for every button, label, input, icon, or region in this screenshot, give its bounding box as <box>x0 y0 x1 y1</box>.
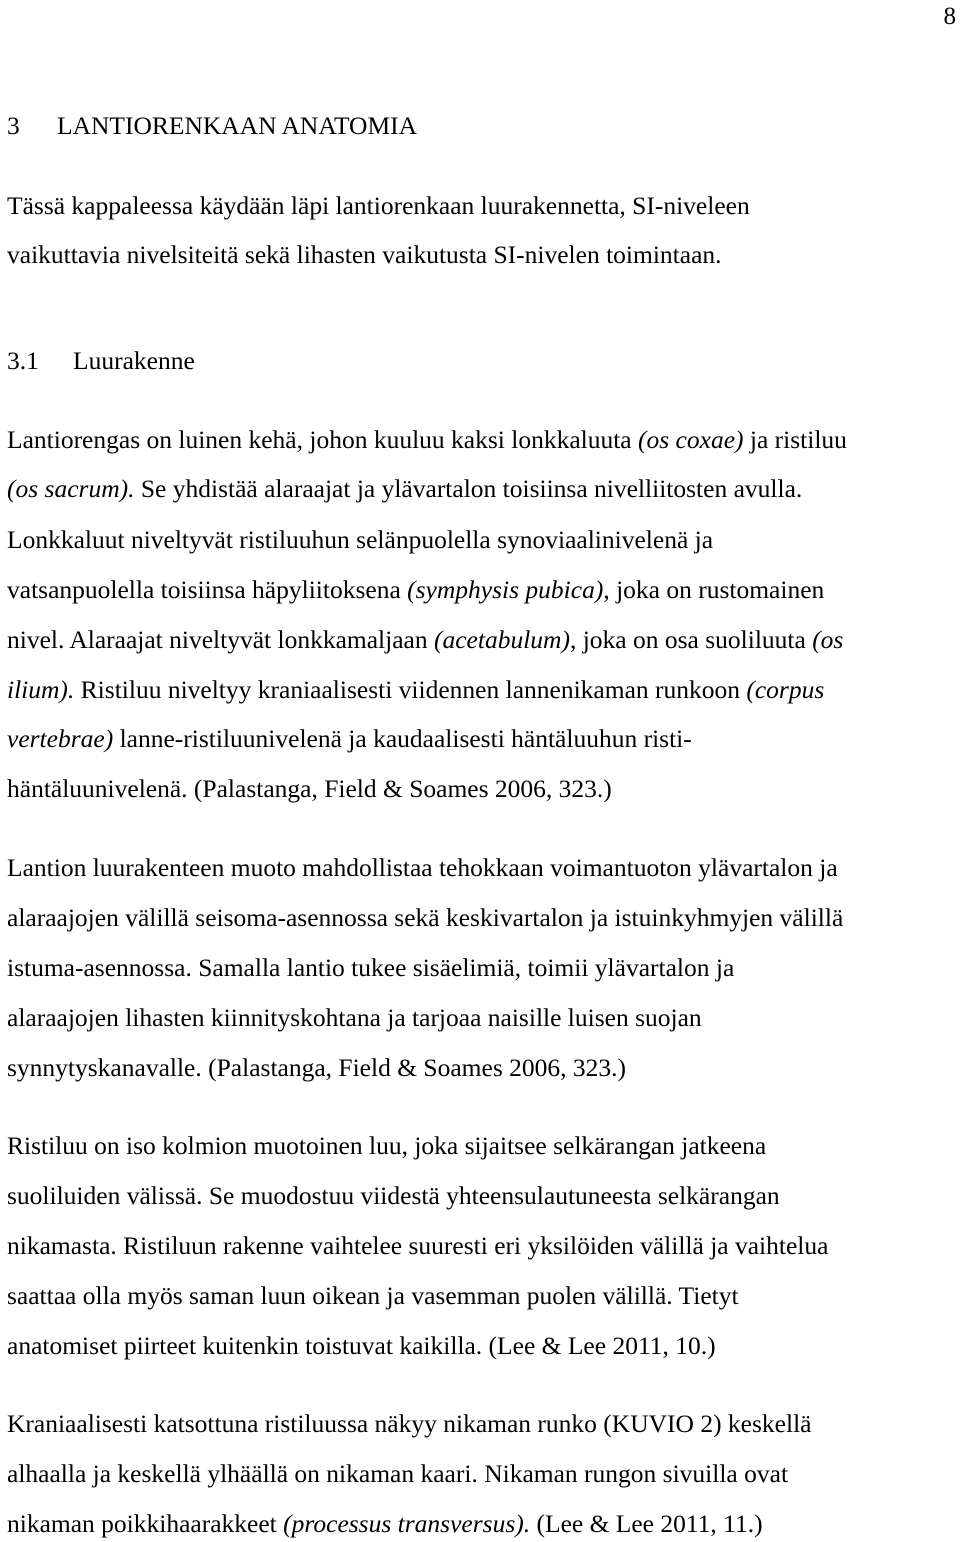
section-number: 3.1 <box>7 346 39 375</box>
section-title: Luurakenne <box>73 346 195 375</box>
paragraph-line: vatsanpuolella toisiinsa häpyliitoksena (symphysis pubica), joka on rustomainen <box>7 575 825 604</box>
paragraph-line: saattaa olla myös saman luun oikean ja vasemman puolen välillä. Tietyt <box>7 1281 739 1310</box>
paragraph-line: synnytyskanavalle. (Palastanga, Field & Soames 2006, 323.) <box>7 1053 626 1082</box>
paragraph-line: Lonkkaluut niveltyvät ristiluuhun selänpuolella synoviaalinivelenä ja <box>7 525 714 554</box>
paragraph-line: nikamasta. Ristiluun rakenne vaihtelee suuresti eri yksilöiden välillä ja vaihtelua <box>7 1231 829 1260</box>
paragraph-line: häntäluunivelenä. (Palastanga, Field & Soames 2006, 323.) <box>7 774 612 803</box>
paragraph-line: alaraajojen välillä seisoma-asennossa sekä keskivartalon ja istuinkyhmyjen välillä <box>7 903 844 932</box>
paragraph-line: ilium). Ristiluu niveltyy kraniaalisesti viidennen lannenikaman runkoon (corpus <box>7 675 825 704</box>
chapter-number: 3 <box>7 111 20 140</box>
paragraph-line: vertebrae) lanne-ristiluunivelenä ja kaudaalisesti häntäluuhun risti- <box>7 724 692 753</box>
chapter-title: LANTIORENKAAN ANATOMIA <box>57 111 418 140</box>
intro-line: Tässä kappaleessa käydään läpi lantiorenkaan luurakennetta, SI-niveleen <box>7 191 750 220</box>
paragraph-line: (os sacrum). Se yhdistää alaraajat ja ylävartalon toisiinsa nivelliitosten avulla. <box>7 474 803 503</box>
paragraph-line: anatomiset piirteet kuitenkin toistuvat kaikilla. (Lee & Lee 2011, 10.) <box>7 1331 716 1360</box>
paragraph-line: Kraniaalisesti katsottuna ristiluussa näkyy nikaman runko (KUVIO 2) keskellä <box>7 1409 812 1438</box>
intro-line: vaikuttavia nivelsiteitä sekä lihasten vaikutusta SI-nivelen toimintaan. <box>7 240 722 269</box>
paragraph-line: Lantion luurakenteen muoto mahdollistaa tehokkaan voimantuoton ylävartalon ja <box>7 853 838 882</box>
paragraph-line: nivel. Alaraajat niveltyvät lonkkamaljaan (acetabulum), joka on osa suoliluuta (os <box>7 625 844 654</box>
paragraph-line: istuma-asennossa. Samalla lantio tukee sisäelimiä, toimii ylävartalon ja <box>7 953 735 982</box>
paragraph-line: alhaalla ja keskellä ylhäällä on nikaman kaari. Nikaman rungon sivuilla ovat <box>7 1459 789 1488</box>
chapter-heading <box>7 111 417 141</box>
page-number: 8 <box>943 3 956 30</box>
paragraph-line: Lantiorengas on luinen kehä, johon kuuluu kaksi lonkkaluuta (os coxae) ja ristiluu <box>7 425 847 454</box>
paragraph-line: Ristiluu on iso kolmion muotoinen luu, joka sijaitsee selkärangan jatkeena <box>7 1131 767 1160</box>
paragraph-line: alaraajojen lihasten kiinnityskohtana ja tarjoaa naisille luisen suojan <box>7 1003 702 1032</box>
paragraph-line: suoliluiden välissä. Se muodostuu viidestä yhteensulautuneesta selkärangan <box>7 1181 780 1210</box>
paragraph-line: nikaman poikkihaarakkeet (processus transversus). (Lee & Lee 2011, 11.) <box>7 1509 763 1538</box>
section-heading <box>7 346 195 376</box>
